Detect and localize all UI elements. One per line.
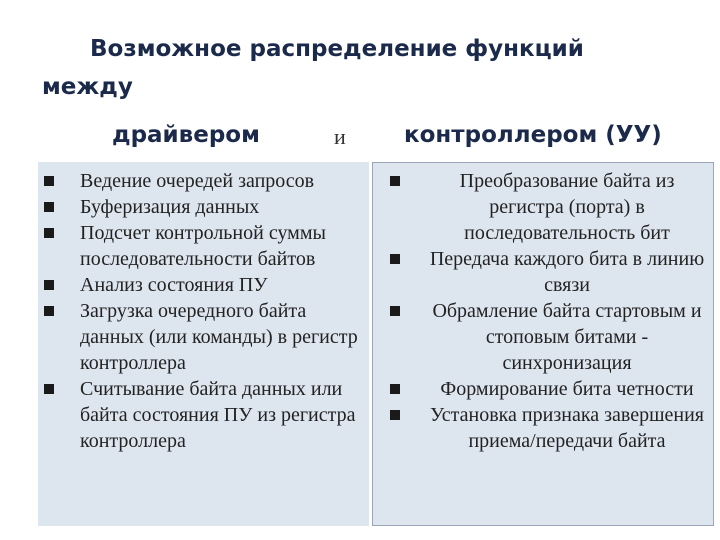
square-bullet-icon xyxy=(44,280,54,290)
square-bullet-icon xyxy=(44,228,54,238)
square-bullet-icon xyxy=(390,410,400,420)
list-item: Преобразование байта из регистра (порта) в последовательность бит xyxy=(376,168,712,246)
list-item: Ведение очередей запросов xyxy=(42,168,367,194)
list-item: Загрузка очередного байта данных (или команды) в регистр контроллера xyxy=(42,298,367,376)
controller-heading: контроллером (УУ) xyxy=(404,122,662,148)
slide-title: Возможное распределение функций между xyxy=(42,36,584,100)
square-bullet-icon xyxy=(44,306,54,316)
list-item: Считывание байта данных или байта состояния ПУ из регистра контроллера xyxy=(42,376,367,454)
list-item: Установка признака завершения приема/передачи байта xyxy=(376,402,712,454)
list-item: Формирование бита четности xyxy=(376,376,712,402)
driver-heading: драйвером xyxy=(112,122,260,148)
square-bullet-icon xyxy=(390,176,400,186)
square-bullet-icon xyxy=(44,384,54,394)
controller-functions-list xyxy=(376,168,712,454)
square-bullet-icon xyxy=(390,306,400,316)
list-item: Подсчет контрольной суммы последовательности байтов xyxy=(42,220,367,272)
list-item: Передача каждого бита в линию связи xyxy=(376,246,712,298)
list-item: Буферизация данных xyxy=(42,194,367,220)
list-item: Анализ состояния ПУ xyxy=(42,272,367,298)
square-bullet-icon xyxy=(390,384,400,394)
driver-functions-list xyxy=(42,168,367,454)
list-item: Обрамление байта стартовым и стоповым битами - синхронизация xyxy=(376,298,712,376)
square-bullet-icon xyxy=(44,176,54,186)
square-bullet-icon xyxy=(44,202,54,212)
square-bullet-icon xyxy=(390,254,400,264)
and-conjunction: и xyxy=(334,124,346,149)
